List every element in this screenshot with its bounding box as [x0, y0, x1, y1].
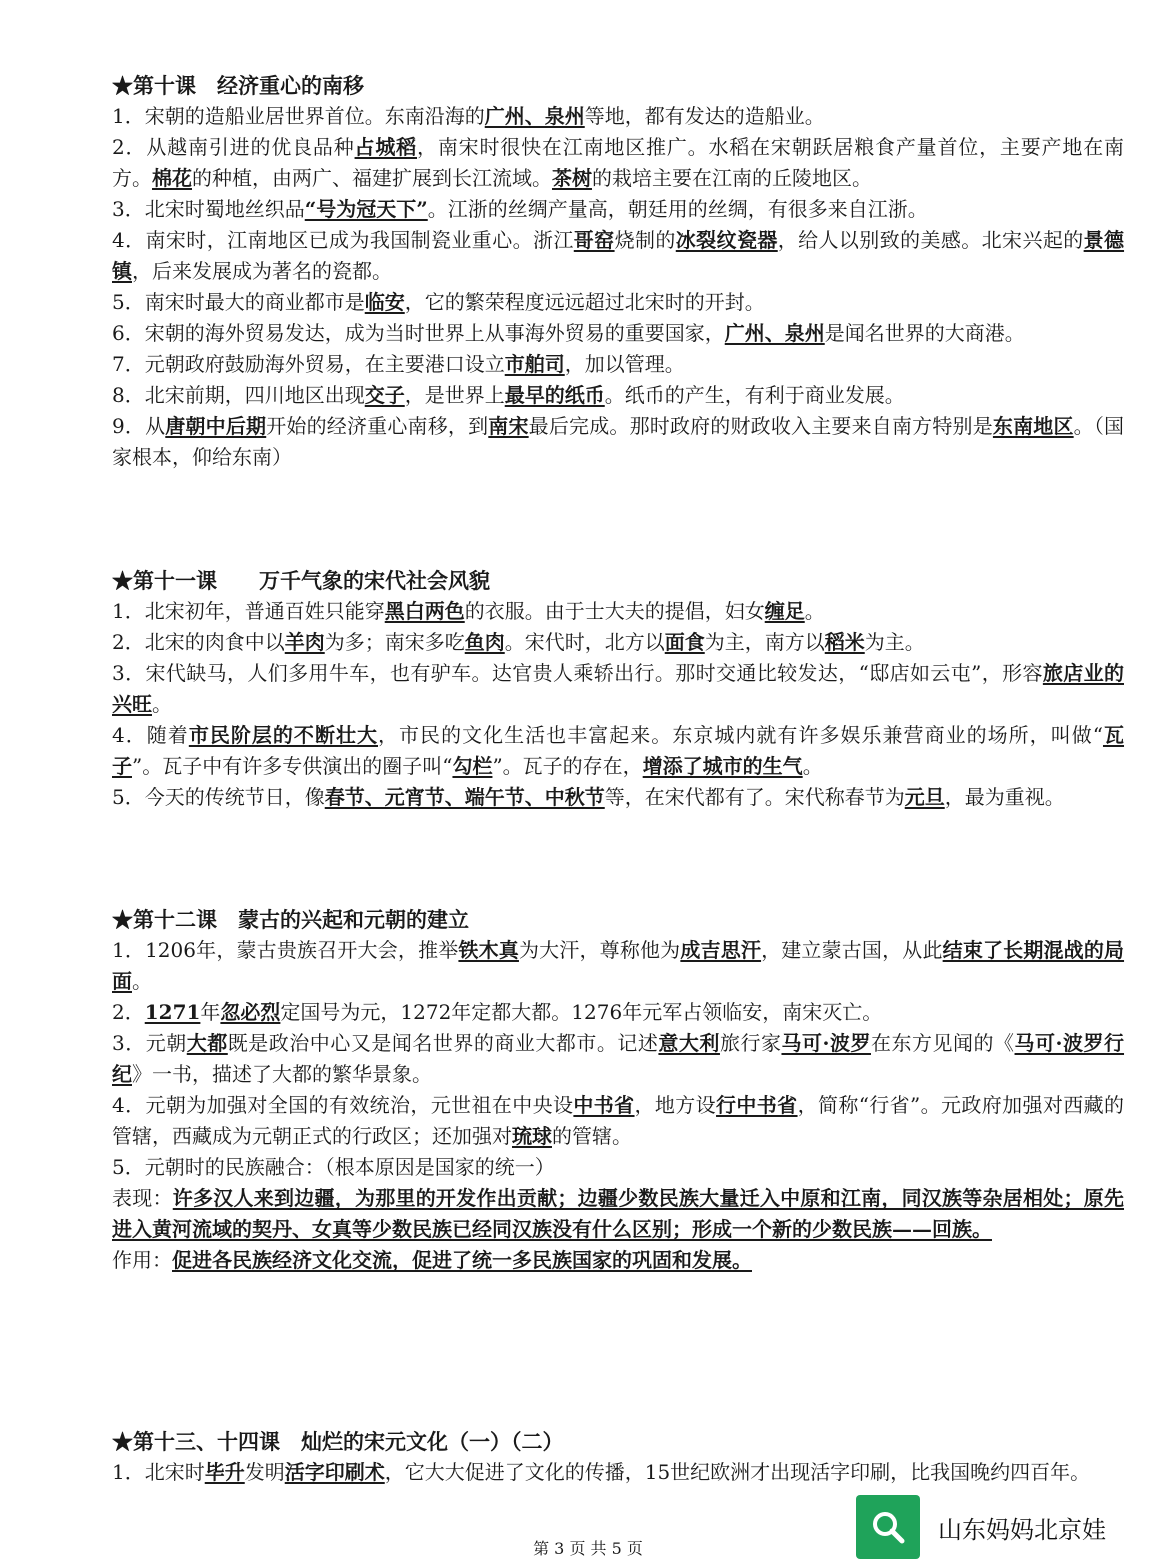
- item-text: 9．从: [112, 414, 166, 438]
- item-text: 最后完成。那时政府的财政收入主要来自南方特别是: [528, 414, 993, 438]
- key-term: 铁木真: [458, 938, 519, 962]
- item-text: 。: [804, 599, 825, 623]
- item-text: 。: [802, 754, 823, 778]
- item-text: ”。瓦子的存在，: [492, 754, 643, 778]
- key-term: 景德镇: [112, 228, 1125, 283]
- item-text: ，地方设: [634, 1093, 717, 1117]
- list-item: [112, 411, 1124, 473]
- list-item: [112, 1090, 1124, 1152]
- item-text: 为多；南宋多吃: [324, 630, 465, 654]
- item-text: 2．北宋的肉食中以: [112, 630, 285, 654]
- key-term: 临安: [364, 290, 405, 314]
- key-term: 元旦: [904, 785, 945, 809]
- key-term: 广州、泉州: [484, 104, 585, 128]
- key-term: 毕升: [204, 1460, 245, 1484]
- item-text: 作用：: [112, 1248, 172, 1272]
- item-text: ，它的繁荣程度远远超过北宋时的开封。: [404, 290, 765, 314]
- item-text: 2．: [112, 1000, 145, 1024]
- list-item: [112, 1152, 1124, 1183]
- item-text: ，建立蒙古国，从此: [761, 938, 943, 962]
- list-item: [112, 1457, 1124, 1488]
- list-item: [112, 287, 1124, 318]
- list-item: [112, 1183, 1124, 1245]
- item-text: 既是政治中心又是闻名世界的商业大都市。记述: [227, 1031, 659, 1055]
- key-term: 冰裂纹瓷器: [675, 228, 778, 252]
- key-term: 活字印刷术: [284, 1460, 385, 1484]
- key-term: 结束了长期混战的局面: [112, 938, 1125, 993]
- item-text: 旅行家: [719, 1031, 782, 1055]
- key-term: 忽必烈: [220, 1000, 281, 1024]
- key-term: 意大利: [658, 1031, 720, 1055]
- key-term: 羊肉: [284, 630, 325, 654]
- page-footer: 第 3 页 共 5 页: [533, 1539, 643, 1558]
- item-text: 3．宋代缺马，人们多用牛车，也有驴车。达官贵人乘轿出行。那时交通比较发达，“邸店如云屯”，形容: [112, 661, 1043, 685]
- item-text: 1．北宋时: [112, 1460, 205, 1484]
- key-term: 交子: [364, 383, 405, 407]
- list-item: [112, 380, 1124, 411]
- key-term: 旅店业的兴旺: [112, 661, 1124, 716]
- key-term: 棉花: [152, 166, 192, 190]
- item-text: 。江浙的丝绸产量高，朝廷用的丝绸，有很多来自江浙。: [427, 197, 928, 221]
- item-text: 7．元朝政府鼓励海外贸易，在主要港口设立: [112, 352, 505, 376]
- item-text: 4．南宋时，江南地区已成为我国制瓷业重心。浙江: [112, 228, 574, 252]
- key-term: 最早的纸币: [504, 383, 605, 407]
- key-term: 南宋: [488, 414, 529, 438]
- item-text: 。宋代时，北方以: [504, 630, 665, 654]
- item-text: 为主。: [864, 630, 925, 654]
- lesson-10: [112, 70, 1124, 473]
- item-text: 4．随着: [112, 723, 189, 747]
- key-term: 面食: [664, 630, 705, 654]
- key-term: 市舶司: [504, 352, 565, 376]
- section-heading: ★第十二课 蒙古的兴起和元朝的建立: [112, 907, 469, 932]
- key-term: “号为冠天下”: [304, 197, 428, 221]
- lesson-11: [112, 565, 1124, 813]
- key-term: 成吉思汗: [680, 938, 762, 962]
- item-text: 4．元朝为加强对全国的有效统治，元世祖在中央设: [112, 1093, 574, 1117]
- key-term: 马可·波罗行纪: [112, 1031, 1125, 1086]
- key-term: 瓦子: [112, 723, 1125, 778]
- list-item: [112, 627, 1124, 658]
- lesson-13-14: [112, 1426, 1124, 1488]
- item-text: ，是世界上: [404, 383, 505, 407]
- key-term: 许多汉人来到边疆，为那里的开发作出贡献；边疆少数民族大量迁入中原和江南，同汉族等杂居相处；原先进入黄河流域的契丹、女真等少数民族已经同汉族没有什么区别；形成一个新的少数民族——回族。: [112, 1186, 1125, 1241]
- item-text: 5．今天的传统节日，像: [112, 785, 325, 809]
- item-text: 等，在宋代都有了。宋代称春节为: [604, 785, 905, 809]
- item-text: 3．元朝: [112, 1031, 187, 1055]
- item-text: 发明: [244, 1460, 285, 1484]
- item-text: 的栽培主要在江南的丘陵地区。: [592, 166, 872, 190]
- key-term: 广州、泉州: [724, 321, 825, 345]
- list-item: [112, 349, 1124, 380]
- item-text: ，最为重视。: [944, 785, 1065, 809]
- item-text: ，它大大促进了文化的传播，15世纪欧洲才出现活字印刷，比我国晚约四百年。: [384, 1460, 1091, 1484]
- key-term: 哥窑: [573, 228, 615, 252]
- watermark: [856, 1496, 1156, 1558]
- section-heading: ★第十三、十四课 灿烂的宋元文化（一）（二）: [112, 1429, 564, 1454]
- item-text: 的种植，由两广、福建扩展到长江流域。: [192, 166, 552, 190]
- key-term: 勾栏: [452, 754, 493, 778]
- item-text: ，后来发展成为著名的瓷都。: [132, 259, 392, 283]
- item-text: 。: [132, 969, 152, 993]
- key-term: 行中书省: [716, 1093, 798, 1117]
- item-text: 1．北宋初年，普通百姓只能穿: [112, 599, 385, 623]
- key-term: 唐朝中后期: [165, 414, 267, 438]
- item-text: 是闻名世界的大商港。: [824, 321, 1025, 345]
- item-text: 表现：: [112, 1186, 173, 1210]
- item-text: 为大汗，尊称他为: [518, 938, 681, 962]
- key-term: 稻米: [824, 630, 865, 654]
- list-item: [112, 318, 1124, 349]
- lesson-12: [112, 904, 1124, 1276]
- key-term: 茶树: [552, 166, 592, 190]
- item-text: 1．1206年，蒙古贵族召开大会，推举: [112, 938, 459, 962]
- list-item: [112, 101, 1124, 132]
- key-term: 东南地区: [992, 414, 1074, 438]
- item-text: 5．元朝时的民族融合：（根本原因是国家的统一）: [112, 1155, 555, 1179]
- item-text: 6．宋朝的海外贸易发达，成为当时世界上从事海外贸易的重要国家，: [112, 321, 725, 345]
- item-text: 。纸币的产生，有利于商业发展。: [604, 383, 905, 407]
- item-text: ，南宋时很快在江南地区推广。水稻在宋朝跃居粮食产量首位，主要产地在南方。: [112, 135, 1125, 190]
- item-text: ，给人以别致的美感。北宋兴起的: [777, 228, 1084, 252]
- item-text: 在东方见闻的《: [870, 1031, 1015, 1055]
- item-text: 烧制的: [614, 228, 676, 252]
- watermark-text: 山东妈妈北京娃: [928, 1502, 1116, 1553]
- item-text: 8．北宋前期，四川地区出现: [112, 383, 365, 407]
- item-text: 定国号为元，1272年定都大都。1276年元军占领临安，南宋灭亡。: [280, 1000, 883, 1024]
- list-item: [112, 997, 1124, 1028]
- list-item: [112, 782, 1124, 813]
- item-text: 开始的经济重心南移，到: [266, 414, 489, 438]
- item-text: 3．北宋时蜀地丝织品: [112, 197, 305, 221]
- key-term: 1271: [144, 1000, 201, 1024]
- item-text: 。: [152, 692, 172, 716]
- key-term: 春节、元宵节、端午节、中秋节: [324, 785, 605, 809]
- section-heading: ★第十课 经济重心的南移: [112, 73, 364, 98]
- item-text: 的管辖。: [552, 1124, 632, 1148]
- list-item: [112, 720, 1124, 782]
- item-text: ”。瓦子中有许多专供演出的圈子叫“: [132, 754, 453, 778]
- list-item: [112, 225, 1124, 287]
- list-item: [112, 596, 1124, 627]
- list-item: [112, 658, 1124, 720]
- section-heading: ★第十一课 万千气象的宋代社会风貌: [112, 568, 490, 593]
- key-term: 琉球: [512, 1124, 552, 1148]
- key-term: 大都: [186, 1031, 228, 1055]
- item-text: ，简称“行省”。元政府加强对西藏的管辖，西藏成为元朝正式的行政区；还加强对: [112, 1093, 1125, 1148]
- key-term: 缠足: [764, 599, 805, 623]
- key-term: 增添了城市的生气: [642, 754, 803, 778]
- item-text: 1．宋朝的造船业居世界首位。东南沿海的: [112, 104, 485, 128]
- list-item: [112, 1028, 1124, 1090]
- list-item: [112, 194, 1124, 225]
- key-term: 中书省: [573, 1093, 635, 1117]
- list-item: [112, 1245, 1124, 1276]
- list-item: [112, 935, 1124, 997]
- item-text: 为主，南方以: [704, 630, 825, 654]
- search-icon: [856, 1495, 920, 1559]
- item-text: 。（国家根本，仰给东南）: [112, 414, 1125, 469]
- item-text: 等地，都有发达的造船业。: [584, 104, 825, 128]
- key-term: 市民阶层的不断壮大: [188, 723, 379, 747]
- item-text: 》一书，描述了大都的繁华景象。: [132, 1062, 432, 1086]
- key-term: 促进各民族经济文化交流，促进了统一多民族国家的巩固和发展。: [172, 1248, 752, 1272]
- key-term: 马可·波罗: [781, 1031, 871, 1055]
- key-term: 鱼肉: [464, 630, 505, 654]
- key-term: 黑白两色: [384, 599, 465, 623]
- item-text: 的衣服。由于士大夫的提倡，妇女: [464, 599, 765, 623]
- key-term: 占城稻: [354, 135, 418, 159]
- item-text: 5．南宋时最大的商业都市是: [112, 290, 365, 314]
- item-text: 年: [200, 1000, 221, 1024]
- item-text: 2．从越南引进的优良品种: [112, 135, 355, 159]
- list-item: [112, 132, 1124, 194]
- item-text: ，市民的文化生活也丰富起来。东京城内就有许多娱乐兼营商业的场所，叫做“: [378, 723, 1103, 747]
- item-text: ，加以管理。: [564, 352, 685, 376]
